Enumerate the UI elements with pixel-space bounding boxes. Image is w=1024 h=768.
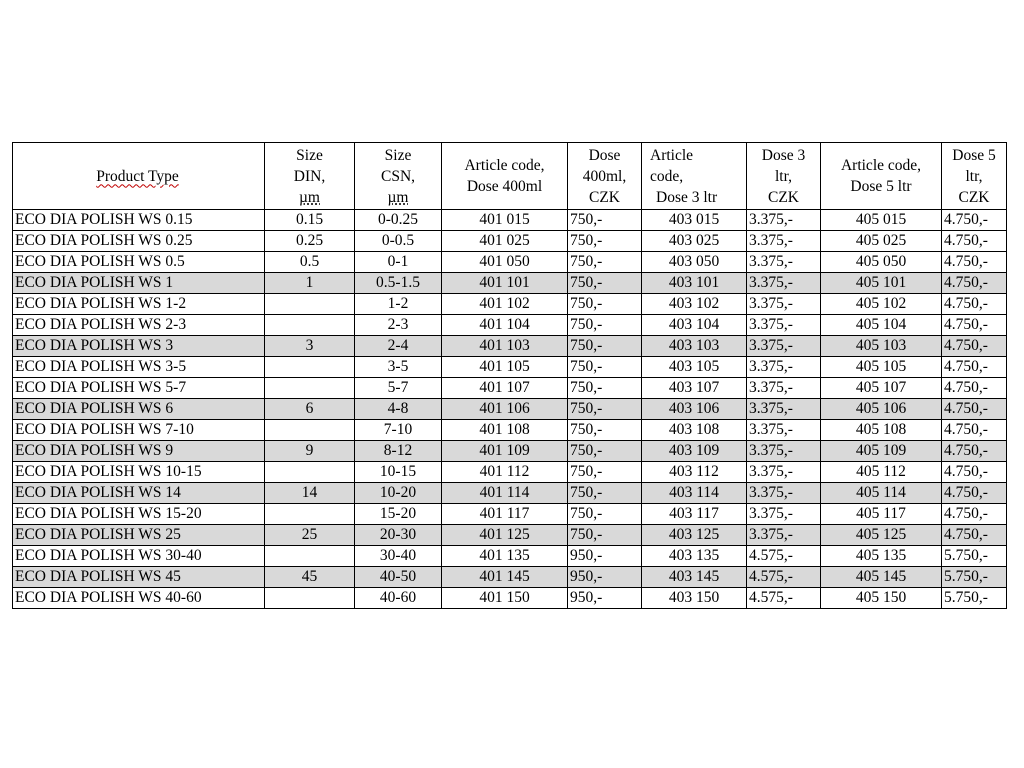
cell-size-din: 0.5 [265,252,355,273]
cell-dose-5ltr-price: 4.750,- [942,399,1007,420]
cell-size-din [265,504,355,525]
header-article-5ltr: Article code, Dose 5 ltr [821,143,942,210]
cell-dose-5ltr-price: 5.750,- [942,546,1007,567]
table-body [13,210,1007,609]
cell-product-type: ECO DIA POLISH WS 7-10 [13,420,265,441]
cell-dose-400ml-price: 950,- [568,588,642,609]
cell-product-type: ECO DIA POLISH WS 1 [13,273,265,294]
cell-size-din: 0.15 [265,210,355,231]
cell-size-din [265,588,355,609]
cell-article-5ltr: 405 125 [821,525,942,546]
cell-dose-400ml-price: 750,- [568,462,642,483]
cell-article-5ltr: 405 025 [821,231,942,252]
table-row [13,294,1007,315]
cell-dose-3ltr-price: 4.575,- [747,567,821,588]
cell-size-csn: 0-1 [355,252,442,273]
table-row [13,273,1007,294]
cell-article-400ml: 401 108 [442,420,568,441]
cell-dose-400ml-price: 750,- [568,294,642,315]
header-product-type: Product Type [13,143,265,210]
cell-article-3ltr: 403 108 [642,420,747,441]
cell-size-din: 45 [265,567,355,588]
table-row [13,378,1007,399]
cell-dose-5ltr-price: 4.750,- [942,357,1007,378]
cell-article-5ltr: 405 101 [821,273,942,294]
cell-article-5ltr: 405 117 [821,504,942,525]
cell-product-type: ECO DIA POLISH WS 40-60 [13,588,265,609]
cell-size-csn: 1-2 [355,294,442,315]
cell-size-csn: 3-5 [355,357,442,378]
cell-article-400ml: 401 104 [442,315,568,336]
header-dose-3ltr-czk: Dose 3 ltr, CZK [747,143,821,210]
cell-product-type: ECO DIA POLISH WS 3-5 [13,357,265,378]
cell-article-3ltr: 403 125 [642,525,747,546]
cell-product-type: ECO DIA POLISH WS 45 [13,567,265,588]
header-row [13,143,1007,210]
cell-dose-3ltr-price: 3.375,- [747,504,821,525]
cell-size-csn: 0-0.25 [355,210,442,231]
cell-size-din [265,546,355,567]
cell-dose-3ltr-price: 4.575,- [747,588,821,609]
table-row [13,504,1007,525]
header-size-csn: Size CSN, µm [355,143,442,210]
cell-size-din: 1 [265,273,355,294]
cell-dose-5ltr-price: 4.750,- [942,504,1007,525]
cell-article-3ltr: 403 105 [642,357,747,378]
cell-dose-3ltr-price: 3.375,- [747,483,821,504]
cell-product-type: ECO DIA POLISH WS 15-20 [13,504,265,525]
cell-article-400ml: 401 135 [442,546,568,567]
cell-article-5ltr: 405 145 [821,567,942,588]
cell-size-din [265,357,355,378]
cell-dose-400ml-price: 750,- [568,504,642,525]
cell-dose-3ltr-price: 3.375,- [747,357,821,378]
cell-dose-5ltr-price: 4.750,- [942,525,1007,546]
table-row [13,399,1007,420]
cell-product-type: ECO DIA POLISH WS 14 [13,483,265,504]
cell-product-type: ECO DIA POLISH WS 1-2 [13,294,265,315]
cell-size-din [265,420,355,441]
table-row [13,567,1007,588]
cell-product-type: ECO DIA POLISH WS 10-15 [13,462,265,483]
table-row [13,210,1007,231]
cell-dose-3ltr-price: 3.375,- [747,315,821,336]
cell-product-type: ECO DIA POLISH WS 5-7 [13,378,265,399]
cell-article-400ml: 401 101 [442,273,568,294]
cell-dose-3ltr-price: 3.375,- [747,231,821,252]
cell-dose-400ml-price: 750,- [568,273,642,294]
cell-dose-5ltr-price: 5.750,- [942,567,1007,588]
cell-article-3ltr: 403 102 [642,294,747,315]
cell-product-type: ECO DIA POLISH WS 6 [13,399,265,420]
cell-size-din: 6 [265,399,355,420]
cell-product-type: ECO DIA POLISH WS 0.25 [13,231,265,252]
cell-article-5ltr: 405 102 [821,294,942,315]
cell-dose-5ltr-price: 4.750,- [942,378,1007,399]
cell-article-5ltr: 405 103 [821,336,942,357]
cell-article-3ltr: 403 107 [642,378,747,399]
cell-article-400ml: 401 150 [442,588,568,609]
cell-dose-5ltr-price: 4.750,- [942,294,1007,315]
cell-article-5ltr: 405 050 [821,252,942,273]
cell-dose-400ml-price: 750,- [568,483,642,504]
cell-article-3ltr: 403 050 [642,252,747,273]
cell-dose-3ltr-price: 3.375,- [747,399,821,420]
cell-dose-400ml-price: 750,- [568,210,642,231]
cell-article-3ltr: 403 114 [642,483,747,504]
table-row [13,588,1007,609]
cell-product-type: ECO DIA POLISH WS 30-40 [13,546,265,567]
cell-product-type: ECO DIA POLISH WS 9 [13,441,265,462]
cell-dose-3ltr-price: 3.375,- [747,336,821,357]
cell-article-3ltr: 403 109 [642,441,747,462]
cell-product-type: ECO DIA POLISH WS 2-3 [13,315,265,336]
cell-size-csn: 0-0.5 [355,231,442,252]
cell-size-csn: 0.5-1.5 [355,273,442,294]
table-row [13,231,1007,252]
cell-size-din: 25 [265,525,355,546]
cell-dose-3ltr-price: 4.575,- [747,546,821,567]
cell-dose-5ltr-price: 4.750,- [942,273,1007,294]
cell-article-400ml: 401 112 [442,462,568,483]
cell-dose-5ltr-price: 4.750,- [942,483,1007,504]
cell-size-csn: 10-15 [355,462,442,483]
cell-article-5ltr: 405 108 [821,420,942,441]
cell-product-type: ECO DIA POLISH WS 0.15 [13,210,265,231]
cell-size-csn: 7-10 [355,420,442,441]
cell-size-csn: 2-3 [355,315,442,336]
header-article-3ltr: Article code, Dose 3 ltr [642,143,747,210]
cell-article-400ml: 401 050 [442,252,568,273]
cell-size-din: 0.25 [265,231,355,252]
cell-article-400ml: 401 117 [442,504,568,525]
cell-dose-400ml-price: 750,- [568,252,642,273]
cell-size-csn: 20-30 [355,525,442,546]
cell-article-3ltr: 403 101 [642,273,747,294]
cell-article-3ltr: 403 103 [642,336,747,357]
cell-article-400ml: 401 125 [442,525,568,546]
cell-article-400ml: 401 103 [442,336,568,357]
cell-dose-5ltr-price: 4.750,- [942,462,1007,483]
cell-dose-3ltr-price: 3.375,- [747,294,821,315]
price-table [12,142,1007,609]
cell-dose-400ml-price: 750,- [568,315,642,336]
header-dose-5ltr-czk: Dose 5 ltr, CZK [942,143,1007,210]
cell-article-5ltr: 405 104 [821,315,942,336]
cell-article-5ltr: 405 150 [821,588,942,609]
cell-article-5ltr: 405 114 [821,483,942,504]
cell-size-din [265,294,355,315]
cell-dose-5ltr-price: 5.750,- [942,588,1007,609]
cell-dose-400ml-price: 950,- [568,567,642,588]
cell-dose-5ltr-price: 4.750,- [942,441,1007,462]
table-row [13,525,1007,546]
table-row [13,420,1007,441]
cell-article-5ltr: 405 135 [821,546,942,567]
cell-size-csn: 4-8 [355,399,442,420]
cell-product-type: ECO DIA POLISH WS 3 [13,336,265,357]
cell-article-400ml: 401 015 [442,210,568,231]
cell-size-csn: 8-12 [355,441,442,462]
cell-size-csn: 40-60 [355,588,442,609]
header-dose-400ml-czk: Dose 400ml, CZK [568,143,642,210]
cell-article-400ml: 401 114 [442,483,568,504]
cell-size-din: 9 [265,441,355,462]
cell-article-3ltr: 403 150 [642,588,747,609]
cell-dose-3ltr-price: 3.375,- [747,525,821,546]
header-article-400ml: Article code, Dose 400ml [442,143,568,210]
cell-article-3ltr: 403 135 [642,546,747,567]
cell-dose-400ml-price: 750,- [568,525,642,546]
cell-article-400ml: 401 105 [442,357,568,378]
cell-size-din: 14 [265,483,355,504]
cell-dose-3ltr-price: 3.375,- [747,252,821,273]
table-row [13,357,1007,378]
table-row [13,441,1007,462]
cell-dose-5ltr-price: 4.750,- [942,420,1007,441]
cell-dose-5ltr-price: 4.750,- [942,210,1007,231]
cell-product-type: ECO DIA POLISH WS 25 [13,525,265,546]
cell-dose-5ltr-price: 4.750,- [942,315,1007,336]
cell-article-5ltr: 405 107 [821,378,942,399]
cell-dose-400ml-price: 750,- [568,399,642,420]
table-row [13,336,1007,357]
cell-article-3ltr: 403 106 [642,399,747,420]
cell-size-csn: 10-20 [355,483,442,504]
cell-dose-3ltr-price: 3.375,- [747,441,821,462]
cell-dose-400ml-price: 750,- [568,336,642,357]
cell-article-400ml: 401 025 [442,231,568,252]
table-row [13,252,1007,273]
cell-article-3ltr: 403 117 [642,504,747,525]
cell-dose-400ml-price: 750,- [568,357,642,378]
cell-article-3ltr: 403 112 [642,462,747,483]
cell-dose-400ml-price: 750,- [568,441,642,462]
cell-dose-400ml-price: 950,- [568,546,642,567]
cell-size-csn: 40-50 [355,567,442,588]
cell-size-din [265,462,355,483]
cell-size-csn: 15-20 [355,504,442,525]
cell-article-5ltr: 405 015 [821,210,942,231]
cell-dose-3ltr-price: 3.375,- [747,273,821,294]
cell-article-3ltr: 403 015 [642,210,747,231]
cell-article-3ltr: 403 025 [642,231,747,252]
cell-article-5ltr: 405 112 [821,462,942,483]
cell-dose-400ml-price: 750,- [568,378,642,399]
cell-product-type: ECO DIA POLISH WS 0.5 [13,252,265,273]
header-size-din: Size DIN, µm [265,143,355,210]
cell-article-400ml: 401 102 [442,294,568,315]
cell-dose-400ml-price: 750,- [568,231,642,252]
cell-article-400ml: 401 145 [442,567,568,588]
cell-dose-5ltr-price: 4.750,- [942,231,1007,252]
table-row [13,546,1007,567]
cell-size-csn: 2-4 [355,336,442,357]
cell-article-5ltr: 405 105 [821,357,942,378]
cell-dose-5ltr-price: 4.750,- [942,336,1007,357]
cell-size-din [265,315,355,336]
cell-dose-400ml-price: 750,- [568,420,642,441]
cell-dose-3ltr-price: 3.375,- [747,420,821,441]
cell-article-5ltr: 405 106 [821,399,942,420]
cell-article-3ltr: 403 145 [642,567,747,588]
cell-dose-3ltr-price: 3.375,- [747,378,821,399]
cell-article-400ml: 401 107 [442,378,568,399]
cell-article-400ml: 401 109 [442,441,568,462]
cell-article-400ml: 401 106 [442,399,568,420]
table-row [13,483,1007,504]
cell-dose-3ltr-price: 3.375,- [747,462,821,483]
cell-size-csn: 30-40 [355,546,442,567]
cell-size-csn: 5-7 [355,378,442,399]
table-row [13,315,1007,336]
cell-article-3ltr: 403 104 [642,315,747,336]
cell-dose-3ltr-price: 3.375,- [747,210,821,231]
table-row [13,462,1007,483]
cell-size-din: 3 [265,336,355,357]
cell-size-din [265,378,355,399]
cell-dose-5ltr-price: 4.750,- [942,252,1007,273]
cell-article-5ltr: 405 109 [821,441,942,462]
